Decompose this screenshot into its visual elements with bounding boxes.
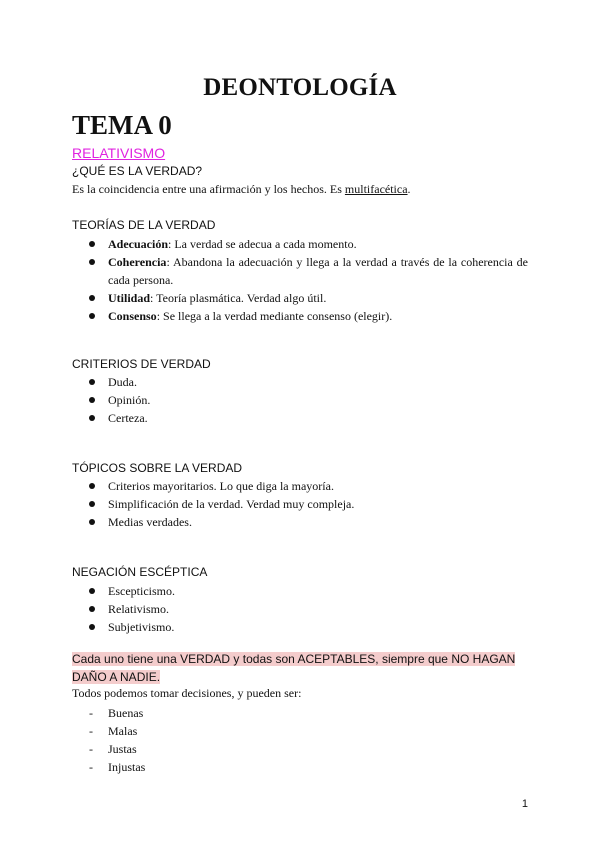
- bullet-icon: [89, 415, 95, 421]
- term: Consenso: [108, 309, 157, 323]
- heading-relativismo: RELATIVISMO: [72, 145, 166, 161]
- bullet-icon: [89, 519, 95, 525]
- list-item: [72, 373, 528, 391]
- item-text: Subjetivismo.: [108, 620, 175, 634]
- item-text: Criterios mayoritarios. Lo que diga la mayoría.: [108, 479, 334, 493]
- heading-que-es-verdad: ¿QUÉ ES LA VERDAD?: [72, 164, 203, 178]
- decisions-intro: Todos podemos tomar decisiones, y pueden ser:: [72, 686, 302, 700]
- bullet-icon: [89, 241, 95, 247]
- list-item: [72, 582, 528, 600]
- bullet-icon: [89, 606, 95, 612]
- list-decisiones: [72, 704, 145, 776]
- dash-icon: -: [89, 706, 93, 720]
- list-item: [72, 495, 528, 513]
- bullet-icon: [89, 483, 95, 489]
- bullet-icon: [89, 259, 95, 265]
- definition: : La verdad se adecua a cada momento.: [168, 237, 357, 251]
- list-teorias: [72, 235, 528, 325]
- bullet-icon: [89, 397, 95, 403]
- list-item: [72, 235, 528, 253]
- list-item: [72, 600, 528, 618]
- term: Utilidad: [108, 291, 151, 305]
- definition: : Abandona la adecuación y llega a la verdad a través de la coherencia de cada persona.: [108, 255, 528, 287]
- list-item: [72, 758, 145, 776]
- list-item: [72, 289, 528, 307]
- section-title-tema: TEMA 0: [72, 110, 172, 140]
- item-text: Relativismo.: [108, 602, 169, 616]
- list-item: [72, 253, 528, 289]
- heading-topicos: TÓPICOS SOBRE LA VERDAD: [72, 461, 243, 475]
- bullet-icon: [89, 588, 95, 594]
- intro-underlined-word: multifacética: [344, 182, 408, 196]
- list-item: [72, 704, 145, 722]
- item-text: Justas: [108, 742, 137, 756]
- item-text: Injustas: [108, 760, 146, 774]
- item-text: Opinión.: [108, 393, 151, 407]
- list-topicos: [72, 477, 528, 531]
- list-criterios: [72, 373, 528, 427]
- list-item: [72, 740, 145, 758]
- item-text: Medias verdades.: [108, 515, 192, 529]
- list-item: [72, 513, 528, 531]
- list-item: [72, 722, 145, 740]
- item-text: Duda.: [108, 375, 137, 389]
- intro-text: Es la coincidencia entre una afirmación y los hechos. Es: [72, 182, 345, 196]
- list-negacion: [72, 582, 528, 636]
- definition: : Teoría plasmática. Verdad algo útil.: [150, 291, 327, 305]
- item-text: Simplificación de la verdad. Verdad muy compleja.: [108, 497, 355, 511]
- highlight-text: Cada uno tiene una VERDAD y todas son ACEPTABLES, siempre que NO HAGAN DAÑO A NADIE.: [72, 652, 516, 684]
- list-item: [72, 618, 528, 636]
- intro-end: .: [407, 182, 411, 196]
- list-item: [72, 307, 528, 325]
- bullet-icon: [89, 313, 95, 319]
- definition: : Se llega a la verdad mediante consenso (elegir).: [156, 309, 393, 323]
- highlighted-statement: [72, 650, 532, 686]
- bullet-icon: [89, 624, 95, 630]
- heading-criterios: CRITERIOS DE VERDAD: [72, 357, 211, 371]
- dash-icon: -: [89, 724, 93, 738]
- item-text: Certeza.: [108, 411, 148, 425]
- heading-negacion: NEGACIÓN ESCÉPTICA: [72, 565, 208, 579]
- item-text: Malas: [108, 724, 138, 738]
- heading-teorias: TEORÍAS DE LA VERDAD: [72, 218, 216, 232]
- intro-paragraph: [72, 182, 411, 197]
- bullet-icon: [89, 295, 95, 301]
- list-item: [72, 391, 528, 409]
- bullet-icon: [89, 501, 95, 507]
- list-item: [72, 409, 528, 427]
- list-item: [72, 477, 528, 495]
- dash-icon: -: [89, 760, 93, 774]
- item-text: Escepticismo.: [108, 584, 175, 598]
- document-title: DEONTOLOGÍA: [203, 74, 397, 101]
- term: Adecuación: [108, 237, 168, 251]
- dash-icon: -: [89, 742, 93, 756]
- term: Coherencia: [108, 255, 167, 269]
- page-number: 1: [521, 798, 528, 810]
- bullet-icon: [89, 379, 95, 385]
- item-text: Buenas: [108, 706, 144, 720]
